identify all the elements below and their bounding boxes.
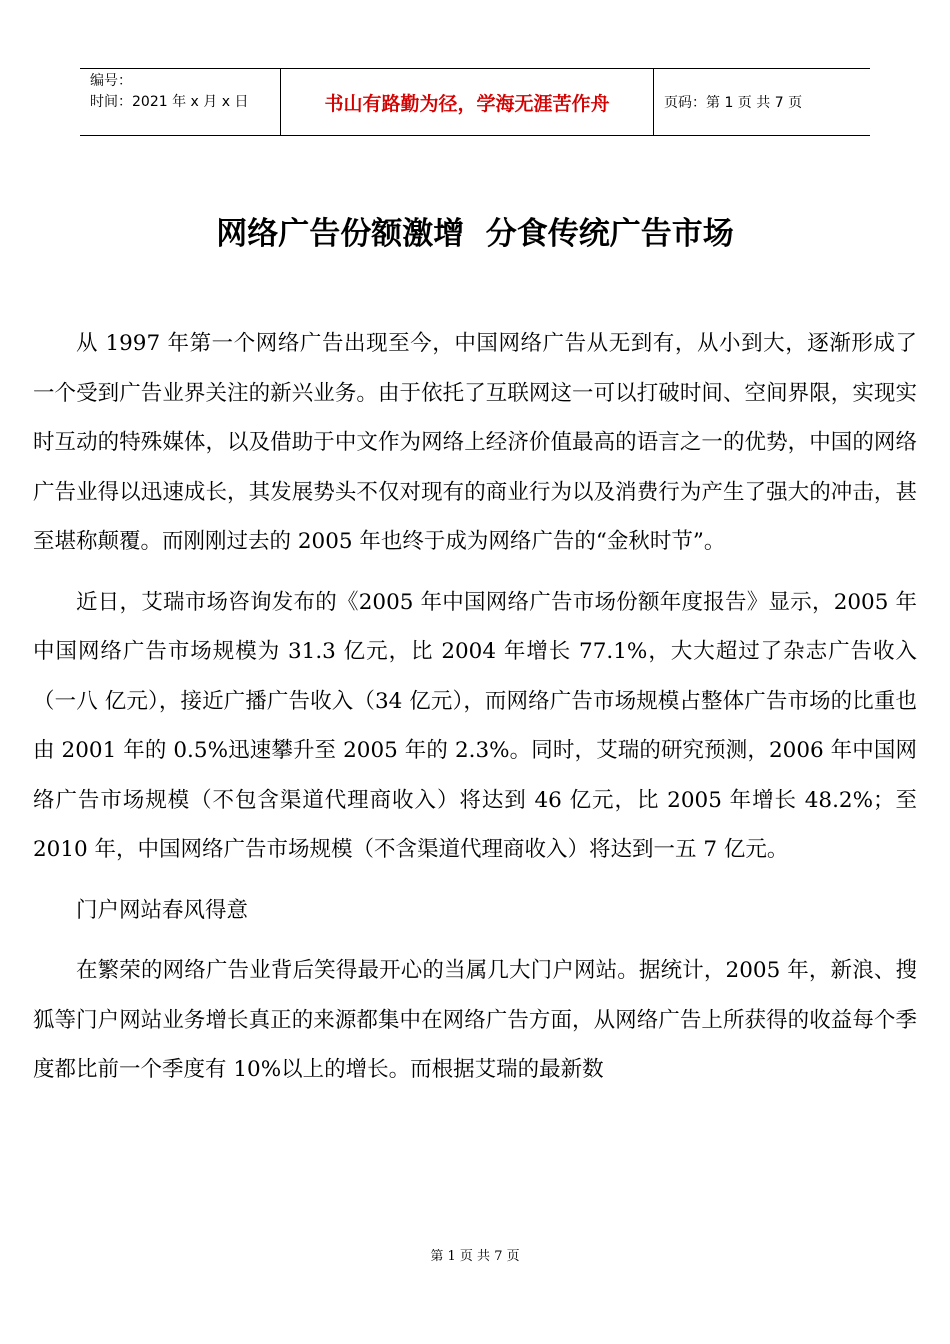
header-meta-cell xyxy=(80,69,281,135)
paragraph-report: 近日，艾瑞市场咨询发布的《2005 年中国网络广告市场份额年度报告》显示，2005 年中国网络广告市场规模为 31.3 亿元，比 2004 年增长 77.1%，大大超过了杂志广告收入（一八 亿元），接近广播广告收入（34 亿元），而网络广告市场规模占整体广告市场的比重也由 2001 年的 0.5%迅速攀升至 2005 年的 2.3%。同时，艾瑞的研究预测，2006 年中国网络广告市场规模（不包含渠道代理商收入）将达到 46 亿元，比 2005 年增长 48.2%；至 2010 年，中国网络广告市场规模（不含渠道代理商收入）将达到一五 7 亿元。 xyxy=(33,589,917,862)
document-number-label: 编号： xyxy=(90,73,132,89)
document-body xyxy=(33,319,917,1106)
paragraph-portals: 在繁荣的网络广告业背后笑得最开心的当属几大门户网站。据统计，2005 年，新浪、搜狐等门户网站业务增长真正的来源都集中在网络广告方面，从网络广告上所获得的收益每个季度都比前一个季度有 10%以上的增长。而根据艾瑞的最新数 xyxy=(33,958,917,1082)
header-page-code: 页码：第 1 页 共 7 页 xyxy=(664,95,803,111)
header-table xyxy=(80,68,870,136)
header-motto: 书山有路勤为径，学海无涯苦作舟 xyxy=(281,69,654,135)
document-title: 网络广告份额激增 分食传统广告市场 xyxy=(216,216,734,252)
paragraph-intro: 从 1997 年第一个网络广告出现至今，中国网络广告从无到有，从小到大，逐渐形成了一个受到广告业界关注的新兴业务。由于依托了互联网这一可以打破时间、空间界限，实现实时互动的特殊媒体，以及借助于中文作为网络上经济价值最高的语言之一的优势，中国的网络广告业得以迅速成长，其发展势头不仅对现有的商业行为以及消费行为产生了强大的冲击，甚至堪称颠覆。而刚刚过去的 2005 年也终于成为网络广告的“金秋时节”。 xyxy=(33,331,917,554)
page-footer: 第 1 页 共 7 页 xyxy=(430,1249,520,1264)
section-heading-portals: 门户网站春风得意 xyxy=(76,897,249,923)
document-time-label: 时间：2021 年 x 月 x 日 xyxy=(90,94,249,110)
